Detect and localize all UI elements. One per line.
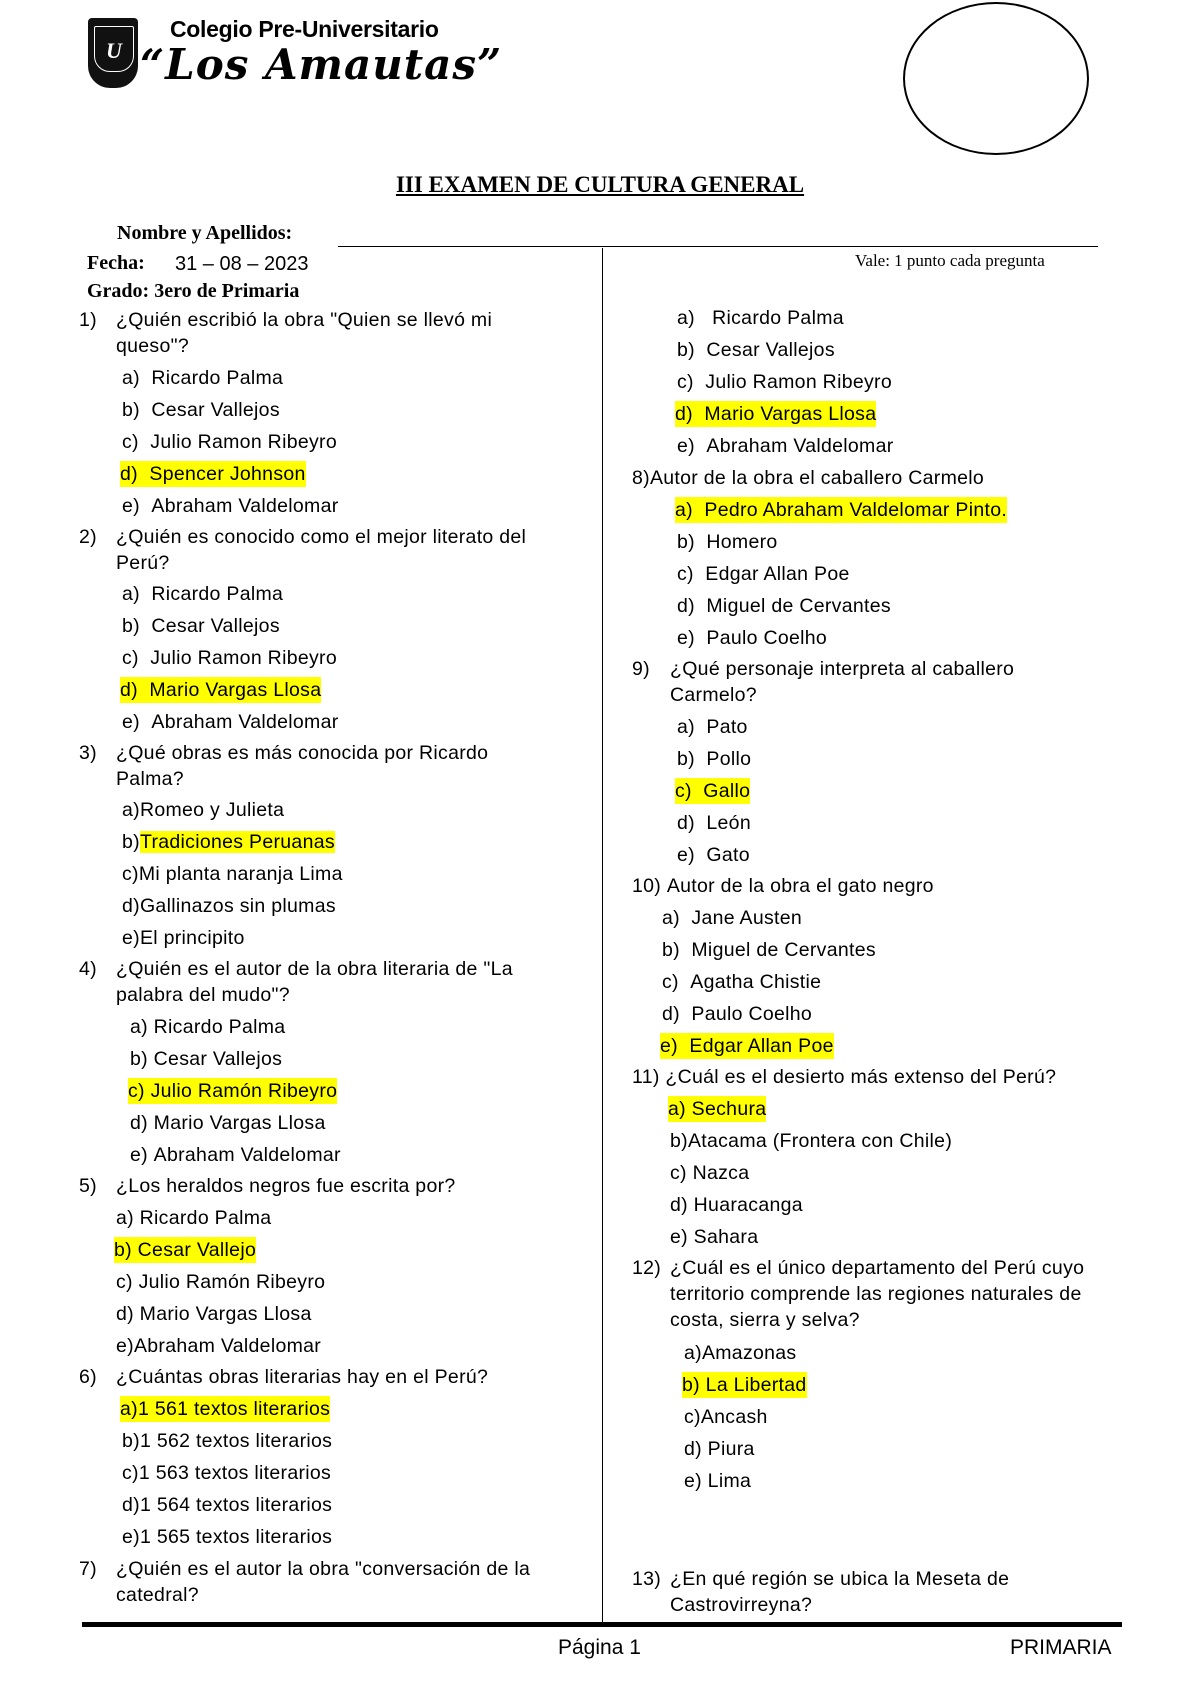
option-5d[interactable]: d) Mario Vargas Llosa — [116, 1303, 312, 1325]
option-10e-answer[interactable]: e) Edgar Allan Poe — [660, 1035, 834, 1057]
question-text: ¿Los heraldos negros fue escrita por? — [116, 1175, 456, 1197]
option-10b[interactable]: b) Miguel de Cervantes — [662, 939, 876, 961]
option-6e[interactable]: e)1 565 textos literarios — [122, 1526, 333, 1548]
question-9 — [632, 656, 1072, 708]
question-5 — [79, 1173, 559, 1199]
option-3e[interactable]: e)El principito — [122, 927, 245, 949]
option-12d[interactable]: d) Piura — [684, 1438, 755, 1460]
option-6c[interactable]: c)1 563 textos literarios — [122, 1462, 332, 1484]
option-6d[interactable]: d)1 564 textos literarios — [122, 1494, 333, 1516]
option-11e[interactable]: e) Sahara — [670, 1226, 759, 1248]
question-number: 7) — [79, 1558, 97, 1580]
option-11b[interactable]: b)Atacama (Frontera con Chile) — [670, 1130, 953, 1152]
option-8a-answer[interactable]: a) Pedro Abraham Valdelomar Pinto. — [675, 499, 1008, 521]
question-10 — [632, 873, 1092, 899]
option-4e[interactable]: e) Abraham Valdelomar — [130, 1144, 341, 1166]
option-1c[interactable]: c) Julio Ramon Ribeyro — [122, 431, 337, 453]
option-4a[interactable]: a) Ricardo Palma — [130, 1016, 286, 1038]
option-9c-answer[interactable]: c) Gallo — [675, 780, 751, 802]
option-12e[interactable]: e) Lima — [684, 1470, 752, 1492]
question-6 — [79, 1364, 559, 1390]
option-7e[interactable]: e) Abraham Valdelomar — [677, 435, 894, 457]
school-crest-logo — [88, 18, 138, 88]
option-1e[interactable]: e) Abraham Valdelomar — [122, 495, 339, 517]
option-7a[interactable]: a) Ricardo Palma — [677, 307, 844, 329]
question-number: 4) — [79, 958, 97, 980]
question-text: Autor de la obra el gato negro — [666, 875, 934, 897]
option-5b-answer[interactable]: b) Cesar Vallejo — [114, 1239, 257, 1261]
crest-mark: U — [106, 38, 122, 63]
question-text: ¿Quién es el autor la obra "conversación de la catedral? — [116, 1558, 531, 1606]
score-note: Vale: 1 punto cada pregunta — [855, 251, 1045, 270]
option-3b-answer[interactable]: b)Tradiciones Peruanas — [122, 831, 335, 853]
option-11d[interactable]: d) Huaracanga — [670, 1194, 803, 1216]
question-text: ¿Cuál es el único departamento del Perú cuyo territorio comprende las regiones naturales de costa, sierra y selva? — [670, 1257, 1085, 1331]
column-divider — [602, 248, 603, 1622]
grade-label: Grado: 3ero de Primaria — [87, 280, 300, 302]
question-1 — [79, 307, 559, 359]
option-2c[interactable]: c) Julio Ramon Ribeyro — [122, 647, 337, 669]
question-text: ¿Qué obras es más conocida por Ricardo Palma? — [116, 742, 489, 790]
option-8e[interactable]: e) Paulo Coelho — [677, 627, 828, 649]
option-7d-answer[interactable]: d) Mario Vargas Llosa — [675, 403, 877, 425]
option-12a[interactable]: a)Amazonas — [684, 1342, 797, 1364]
question-text: ¿Cuál es el desierto más extenso del Perú? — [665, 1066, 1057, 1088]
option-5c[interactable]: c) Julio Ramón Ribeyro — [116, 1271, 326, 1293]
option-9b[interactable]: b) Pollo — [677, 748, 752, 770]
question-number: 1) — [79, 309, 97, 331]
option-4d[interactable]: d) Mario Vargas Llosa — [130, 1112, 326, 1134]
option-8b[interactable]: b) Homero — [677, 531, 778, 553]
question-12 — [632, 1255, 1102, 1333]
option-1a[interactable]: a) Ricardo Palma — [122, 367, 284, 389]
exam-title: III EXAMEN DE CULTURA GENERAL — [395, 172, 805, 197]
option-8c[interactable]: c) Edgar Allan Poe — [677, 563, 850, 585]
option-11c[interactable]: c) Nazca — [670, 1162, 750, 1184]
question-text: ¿Cuántas obras literarias hay en el Perú? — [116, 1366, 489, 1388]
option-2d-answer[interactable]: d) Mario Vargas Llosa — [120, 679, 322, 701]
question-number: 12) — [632, 1257, 662, 1279]
question-number: 2) — [79, 526, 97, 548]
option-10d[interactable]: d) Paulo Coelho — [662, 1003, 813, 1025]
option-6b[interactable]: b)1 562 textos literarios — [122, 1430, 333, 1452]
option-12b-answer[interactable]: b) La Libertad — [682, 1374, 807, 1396]
name-label: Nombre y Apellidos: — [117, 222, 293, 244]
option-5a[interactable]: a) Ricardo Palma — [116, 1207, 272, 1229]
date-value: 31 – 08 – 2023 — [175, 253, 309, 275]
question-number: 5) — [79, 1175, 97, 1197]
question-text: ¿Quién es el autor de la obra literaria de "La palabra del mudo"? — [116, 958, 513, 1006]
option-5e[interactable]: e)Abraham Valdelomar — [116, 1335, 322, 1357]
school-name: “Los Amautas” — [140, 40, 503, 89]
option-8d[interactable]: d) Miguel de Cervantes — [677, 595, 891, 617]
option-3a[interactable]: a)Romeo y Julieta — [122, 799, 285, 821]
option-1b[interactable]: b) Cesar Vallejos — [122, 399, 280, 421]
question-13 — [632, 1566, 1082, 1618]
option-3c[interactable]: c)Mi planta naranja Lima — [122, 863, 343, 885]
option-4c-answer[interactable]: c) Julio Ramón Ribeyro — [128, 1080, 338, 1102]
question-number: 10) — [632, 875, 662, 897]
question-number: 11) — [632, 1066, 660, 1088]
footer-rule — [82, 1622, 1122, 1627]
question-number: 9) — [632, 658, 650, 680]
question-2 — [79, 524, 559, 576]
question-text: ¿Quién escribió la obra "Quien se llevó mi queso"? — [116, 309, 493, 357]
option-6a-answer[interactable]: a)1 561 textos literarios — [120, 1398, 331, 1420]
option-11a-answer[interactable]: a) Sechura — [668, 1098, 767, 1120]
date-label: Fecha: — [87, 252, 145, 274]
question-4 — [79, 956, 569, 1008]
score-circle — [903, 2, 1089, 155]
option-7b[interactable]: b) Cesar Vallejos — [677, 339, 835, 361]
option-9e[interactable]: e) Gato — [677, 844, 750, 866]
option-4b[interactable]: b) Cesar Vallejos — [130, 1048, 283, 1070]
question-8 — [632, 465, 1092, 491]
option-12c[interactable]: c)Ancash — [684, 1406, 768, 1428]
question-text: Autor de la obra el caballero Carmelo — [649, 467, 985, 489]
question-number: 3) — [79, 742, 97, 764]
page-number: Página 1 — [558, 1636, 641, 1659]
option-10c[interactable]: c) Agatha Chistie — [662, 971, 822, 993]
question-7 — [79, 1556, 569, 1608]
question-number: 8) — [632, 467, 650, 489]
question-number: 13) — [632, 1568, 662, 1590]
option-7c[interactable]: c) Julio Ramon Ribeyro — [677, 371, 892, 393]
question-text: ¿Quién es conocido como el mejor literato del Perú? — [116, 526, 527, 574]
question-3 — [79, 740, 559, 792]
option-2e[interactable]: e) Abraham Valdelomar — [122, 711, 339, 733]
name-field-line[interactable] — [338, 246, 1098, 247]
question-number: 6) — [79, 1366, 97, 1388]
option-3d[interactable]: d)Gallinazos sin plumas — [122, 895, 336, 917]
option-9d[interactable]: d) León — [677, 812, 751, 834]
option-9a[interactable]: a) Pato — [677, 716, 748, 738]
footer-label: PRIMARIA — [1010, 1636, 1112, 1659]
option-10a[interactable]: a) Jane Austen — [662, 907, 803, 929]
option-2a[interactable]: a) Ricardo Palma — [122, 583, 284, 605]
option-1d-answer[interactable]: d) Spencer Johnson — [120, 463, 306, 485]
question-text: ¿Qué personaje interpreta al caballero Carmelo? — [670, 658, 1015, 706]
school-type: Colegio Pre-Universitario — [170, 16, 439, 42]
question-11 — [632, 1064, 1102, 1090]
option-2b[interactable]: b) Cesar Vallejos — [122, 615, 280, 637]
question-text: ¿En qué región se ubica la Meseta de Castrovirreyna? — [670, 1568, 1010, 1616]
